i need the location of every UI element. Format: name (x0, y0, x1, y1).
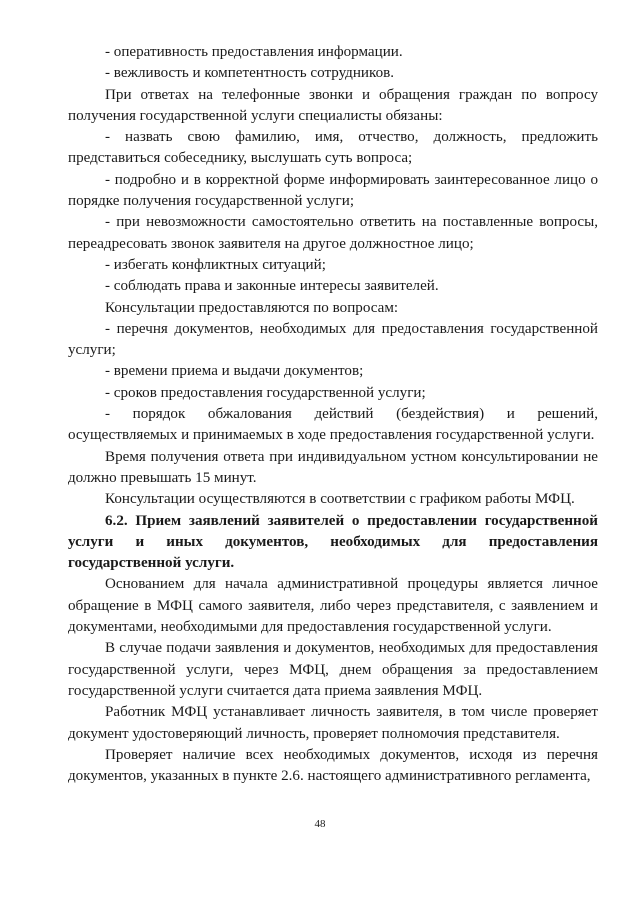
paragraph: - перечня документов, необходимых для предоставления государственной услуги; (68, 320, 598, 359)
section-heading: 6.2. Прием заявлений заявителей о предоставлении государственной услуги и иных документов, необходимых для предоставления государственной услуги. (68, 512, 598, 572)
paragraph: Проверяет наличие всех необходимых документов, исходя из перечня документов, указанных в пункте 2.6. настоящего административного регламента, (68, 746, 598, 785)
paragraph: Работник МФЦ устанавливает личность заявителя, в том числе проверяет документ удостоверяющий личность, проверяет полномочия представителя. (68, 704, 598, 742)
paragraph: При ответах на телефонные звонки и обращения граждан по вопросу получения государственной услуги специалисты обязаны: (68, 86, 598, 124)
document-body (68, 42, 598, 787)
paragraph: - времени приема и выдачи документов; (105, 363, 364, 380)
paragraph: - порядок обжалования действий (бездействия) и решений, осуществляемых и принимаемых в ходе предоставления государственной услуги. (68, 406, 598, 444)
paragraph: - соблюдать права и законные интересы заявителей. (105, 278, 439, 295)
paragraph: Основанием для начала административной процедуры является личное обращение в МФЦ самого заявителя, либо через представителя, с заявлением и документами, необходимыми для предоставления государственной услуги. (68, 576, 598, 636)
paragraph: - подробно и в корректной форме информировать заинтересованное лицо о порядке получения государственной услуги; (68, 171, 598, 210)
paragraph: Время получения ответа при индивидуальном устном консультировании не должно превышать 15 минут. (68, 448, 598, 486)
paragraph: В случае подачи заявления и документов, необходимых для предоставления государственной услуги, через МФЦ, днем обращения за предоставлением государственной услуги считается дата приема заявления МФЦ. (68, 640, 598, 699)
paragraph: - при невозможности самостоятельно ответить на поставленные вопросы, переадресовать звонок заявителя на другое должностное лицо; (68, 214, 598, 252)
paragraph: - избегать конфликтных ситуаций; (105, 256, 326, 273)
page-number: 48 (314, 818, 326, 830)
paragraph: Консультации предоставляются по вопросам: (105, 299, 399, 316)
paragraph: Консультации осуществляются в соответствии с графиком работы МФЦ. (105, 491, 575, 508)
paragraph: - сроков предоставления государственной услуги; (105, 384, 426, 401)
paragraph: - оперативность предоставления информации. (105, 44, 403, 60)
paragraph: - вежливость и компетентность сотрудников. (105, 65, 395, 82)
paragraph: - назвать свою фамилию, имя, отчество, должность, предложить представиться собеседнику, выслушать суть вопроса; (68, 129, 598, 167)
